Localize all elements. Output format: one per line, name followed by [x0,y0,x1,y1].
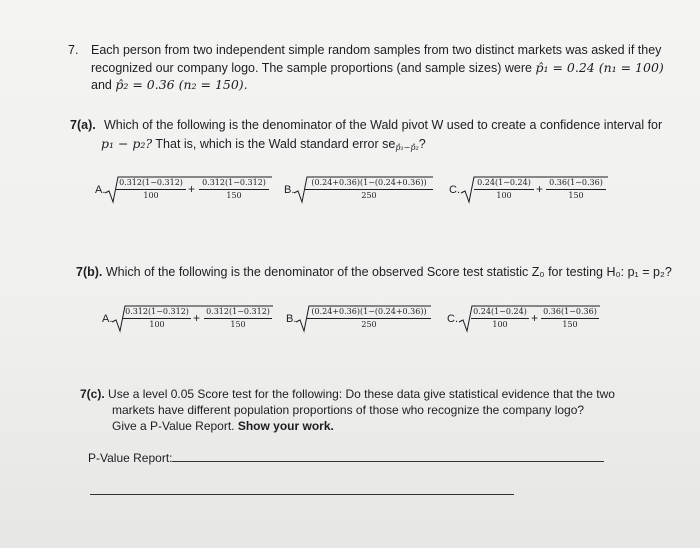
q7a-option-c-fraction-2: $\frac{0.36(1-0.36)}{150}$ [546,178,606,201]
plus-sign: + [536,182,544,196]
q7c-text3: Give a P-Value Report. [112,419,238,433]
q7c-line2: markets have different population proportions of those who recognize the company logo? [112,403,585,417]
q7b-option-c-letter[interactable]: C. [447,313,458,325]
q7c-line1 [80,386,615,403]
q7-and: and [91,78,116,92]
q7a-option-a-letter[interactable]: A. [95,184,106,196]
pvalue-label: P-Value Report: [88,451,173,465]
q7c-label: 7(c). [80,387,105,401]
q7a-se-subscript: p̂₁−p̂₂ [395,143,419,152]
q7a-text1: Which of the following is the denominator of the Wald pivot W used to create a confidence interval for [104,118,663,132]
q7-line2 [91,59,664,77]
q7a-option-a-fraction-2: $\frac{0.312(1-0.312)}{150}$ [199,178,269,201]
q7b-option-b-letter[interactable]: B. [286,313,297,325]
q7a-option-b-letter[interactable]: B. [284,184,295,196]
q7a-option-b-fraction: $\frac{(0.24+0.36)(1-(0.24+0.36))}{250}$ [305,178,433,201]
q7c-show-work: Show your work. [237,419,334,433]
q7a-option-c-letter[interactable]: C. [449,184,460,196]
q7b-option-a-letter[interactable]: A. [102,313,113,325]
q7b-text: Which of the following is the denominator of the observed Score test statistic Z₀ for testing H₀: p₁ = p₂? [105,265,672,279]
plus-sign: + [193,311,201,325]
q7b-option-b-fraction: $\frac{(0.24+0.36)(1-(0.24+0.36))}{250}$ [307,307,431,330]
q7b-option-c-fraction-1: $\frac{0.24(1-0.24)}{100}$ [471,307,529,330]
q7-p1-equation: p̂₁ = 0.24 (n₁ = 100) [535,60,664,75]
q7b-question [76,264,672,281]
q7a-text2 [101,135,426,156]
q7a-diff: p₁ − p₂? [101,136,153,151]
q7a-qmark: ? [418,137,426,151]
q7-line2-text: recognized our company logo. The sample proportions (and sample sizes) were [91,61,536,75]
plus-sign: + [531,311,539,325]
q7-number: 7. [68,43,79,57]
pvalue-answer-line[interactable] [172,461,604,462]
q7b-option-c-fraction-2: $\frac{0.36(1-0.36)}{150}$ [541,307,599,330]
q7a-option-c-fraction-1: $\frac{0.24(1-0.24)}{100}$ [474,178,534,201]
q7-p2-equation: p̂₂ = 0.36 (n₂ = 150). [115,77,248,92]
q7-line1: Each person from two independent simple random samples from two distinct markets was asked if they [91,43,662,57]
q7b-label: 7(b). [76,265,103,279]
q7c-line3 [112,418,334,435]
q7b-option-a-fraction-2: $\frac{0.312(1-0.312)}{150}$ [204,307,272,330]
plus-sign: + [188,182,196,196]
q7a-option-a-fraction-1: $\frac{0.312(1-0.312)}{100}$ [116,178,186,201]
q7a-label: 7(a). [70,118,96,132]
q7a-se-text: That is, which is the Wald standard error se [152,137,396,151]
q7-line3 [91,76,248,94]
q7b-option-a-fraction-1: $\frac{0.312(1-0.312)}{100}$ [123,307,191,330]
q7c-text1: Use a level 0.05 Score test for the following: Do these data give statistical evidence that the two [108,387,615,401]
answer-line-2[interactable] [90,494,514,495]
